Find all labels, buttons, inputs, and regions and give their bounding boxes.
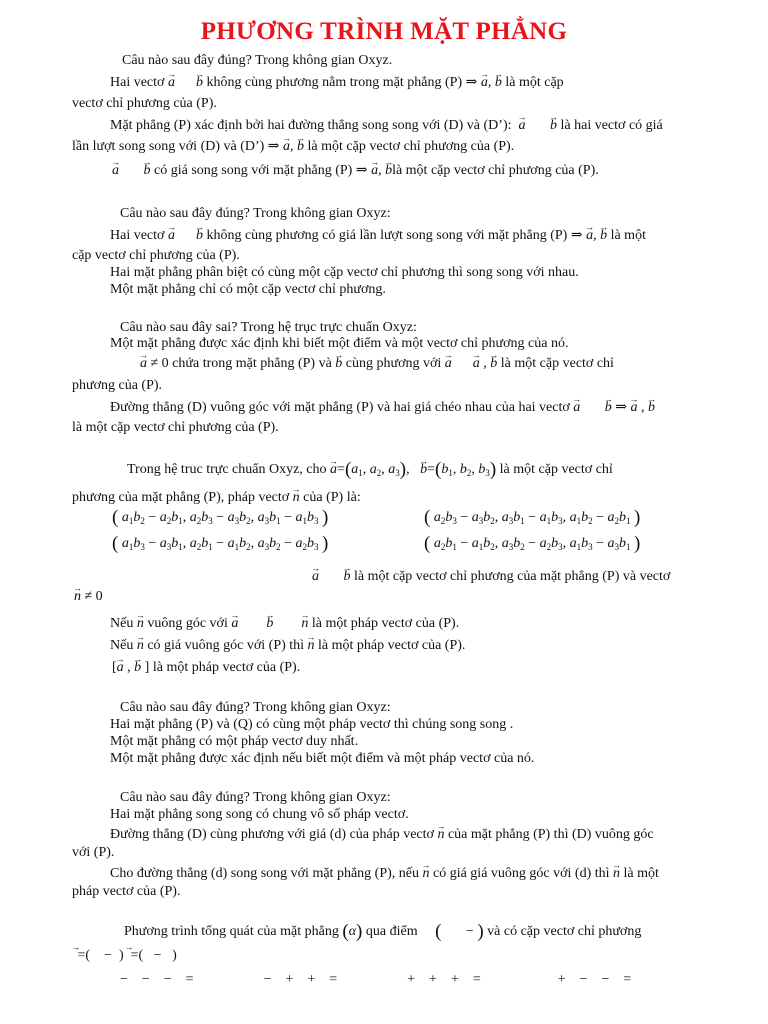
option-1a-cont: vectơ chỉ phương của (P). — [72, 96, 217, 111]
question-6: Câu nào sau đây đúng? Trong không gian Oxyz: — [120, 700, 391, 715]
question-8-vectors: → =( − ) → =( − ) — [74, 948, 177, 964]
option-5b: Nếu → n có giá vuông góc với (P) thì → n là một pháp vectơ của (P). — [110, 638, 465, 654]
formula-a: ( $a_1b_2 - a_2b_1$, $a_2b_3 - a_3b_2$, $a_3b_1 - a_1b_3$ ) — [112, 507, 329, 528]
option-6a: Hai mặt phẳng (P) và (Q) có cùng một pháp vectơ thì chúng song song . — [110, 717, 514, 732]
question-2: Câu nào sau đây đúng? Trong không gian Oxyz: — [120, 206, 391, 221]
option-2a-cont: cặp vectơ chỉ phương của (P). — [72, 248, 240, 263]
option-2a: Hai vectơ → a → b không cùng phương có giá lần lượt song song với mặt phẳng (P) ⇒ → a, → b là một — [110, 228, 646, 244]
question-5-cont: → n ≠ 0 — [74, 589, 103, 605]
option-3b-cont: phương của (P). — [72, 378, 163, 393]
option-6c: Một mặt phẳng được xác định nếu biết một điểm và một pháp vectơ của nó. — [110, 751, 535, 766]
question-4: Trong hệ truc trực chuẩn Oxyz, cho → $a=(a_1$, $a_2$, $a_3$), → $b=(b_1$, $b_2$, $b_3$) là một cặp vectơ chỉ — [127, 462, 613, 481]
formula-d: ( $a_2b_1 - a_1b_2$, $a_3b_2 - a_2b_3$, $a_1b_3 - a_3b_1$ ) — [424, 533, 641, 554]
answer-options-8: − − − = − + + = + + + = + − − = — [120, 972, 632, 987]
option-1c: → a → b có giá song song với mặt phẳng (P) ⇒ → a, → blà một cặp vectơ chỉ phương của (P). — [112, 163, 599, 179]
option-2c: Một mặt phẳng chỉ có một cặp vectơ chỉ phương. — [110, 282, 386, 297]
option-2b: Hai mặt phẳng phân biệt có cùng một cặp vectơ chỉ phương thì song song với nhau. — [110, 265, 579, 280]
option-6b: Một mặt phẳng có một pháp vectơ duy nhất. — [110, 734, 359, 749]
option-7b: Đường thẳng (D) cùng phương với giá (d) của pháp vectơ → n của mặt phẳng (P) thì (D) vuông góc — [110, 827, 654, 843]
option-1a: Hai vectơ → a → b không cùng phương nằm trong mặt phẳng (P) ⇒ → a, → b là một cặp — [110, 75, 564, 91]
question-1: Câu nào sau đây đúng? Trong không gian Oxyz. — [122, 53, 393, 68]
question-8: Phương trình tổng quát của mặt phẳng (α) qua điểm ( − ) và có cặp vectơ chỉ phương — [124, 921, 642, 942]
option-7a: Hai mặt phẳng song song có chung vô số pháp vectơ. — [110, 807, 409, 822]
question-5: → a → b là một cặp vectơ chỉ phương của mặt phẳng (P) và vectơ — [312, 569, 670, 585]
option-3c-cont: là một cặp vectơ chỉ phương của (P). — [72, 420, 279, 435]
question-3: Câu nào sau đây sai? Trong hệ trục trực chuẩn Oxyz: — [120, 320, 417, 335]
question-7: Câu nào sau đây đúng? Trong không gian Oxyz: — [120, 790, 391, 805]
option-7c: Cho đường thẳng (d) song song với mặt phẳng (P), nếu → n có giá giá vuông góc với (d) thì → n là một — [110, 866, 659, 882]
option-3c: Đường thẳng (D) vuông góc với mặt phẳng (P) và hai giá chéo nhau của hai vectơ → a → b ⇒ → a , → b — [110, 400, 655, 416]
page-title: PHƯƠNG TRÌNH MẶT PHẲNG — [200, 18, 568, 45]
option-3a: Một mặt phẳng được xác định khi biết một điểm và một vectơ chỉ phương của nó. — [110, 336, 569, 351]
option-5a: Nếu → n vuông góc với → a → b → n là một pháp vectơ của (P). — [110, 616, 459, 632]
option-7b-cont: với (P). — [72, 845, 115, 860]
option-5c: [→ a , → b ] là một pháp vectơ của (P). — [112, 660, 300, 676]
question-4-cont: phương của mặt phẳng (P), pháp vectơ → n của (P) là: — [72, 490, 361, 506]
option-3b: → a ≠ 0 chứa trong mặt phẳng (P) và → b cùng phương với → a → a , → b là một cặp vectơ chỉ — [140, 356, 614, 372]
formula-c: ( $a_1b_3 - a_3b_1$, $a_2b_1 - a_1b_2$, $a_3b_2 - a_2b_3$ ) — [112, 533, 329, 554]
formula-b: ( $a_2b_3 - a_3b_2$, $a_3b_1 - a_1b_3$, $a_1b_2 - a_2b_1$ ) — [424, 507, 641, 528]
option-1b-cont: lần lượt song song với (D) và (D’) ⇒ → a, → b là một cặp vectơ chỉ phương của (P). — [72, 139, 514, 155]
option-1b: Mặt phẳng (P) xác định bởi hai đường thẳng song song với (D) và (D’): → a → b là hai vectơ có giá — [110, 118, 663, 134]
option-7c-cont: pháp vectơ của (P). — [72, 884, 181, 899]
